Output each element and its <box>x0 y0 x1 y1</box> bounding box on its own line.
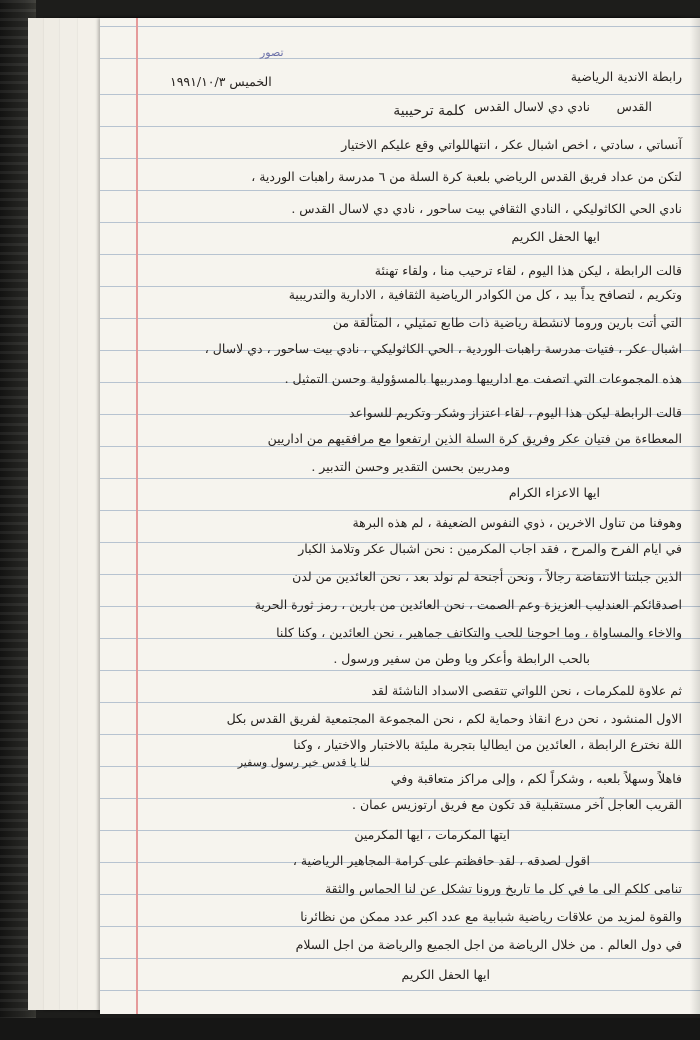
text-line: تنامى كلكم الى ما في كل ما تاريخ ورونا تشكل عن لنا الحماس والثقة <box>324 881 682 896</box>
text-line: قالت الرابطة ليكن هذا اليوم ، لقاء اعتزاز وشكر وتكريم للسواعد <box>349 405 682 420</box>
club-name: نادي دي لاسال القدس <box>474 99 590 114</box>
text-line: بالحب الرابطة وأعكر ويا وطن من سفير ورسول . <box>333 651 590 666</box>
org-name: رابطة الاندية الرياضية <box>570 69 682 84</box>
text-line: القريب العاجل آخر مستقبلية قد تكون مع فريق ارتوزيس عمان . <box>352 797 682 812</box>
text-line: ايتها المكرمات ، ايها المكرمين <box>354 827 510 842</box>
page-shadow <box>690 18 700 1014</box>
text-line: ثم علاوة للمكرمات ، نحن اللواتي تتقصى الاسداد الناشئة لقد <box>371 683 682 698</box>
text-line: نادي الحي الكاثوليكي ، النادي الثقافي بيت ساحور ، نادي دي لاسال القدس . <box>291 201 682 216</box>
text-line: في دول العالم . من خلال الرياضة من اجل الجميع والرياضة من اجل السلام <box>295 937 682 952</box>
text-line: وتكريم ، لتصافح يداً بيد ، كل من الكوادر الرياضية الثقافية ، الادارية والتدريبية <box>288 287 682 302</box>
org-city: القدس <box>616 99 652 114</box>
notebook-page <box>100 18 700 1014</box>
text-line: فاهلاً وسهلاً بلعبه ، وشكراً لكم ، وإلى مراكز متعاقبة وفي <box>390 771 682 786</box>
text-line: قالت الرابطة ، ليكن هذا اليوم ، لقاء ترحيب منا ، ولقاء تهنئة <box>374 263 682 278</box>
text-line: هذه المجموعات التي اتصفت مع ادارييها ومدربيها بالمسؤولية وحسن التمثيل . <box>284 371 682 386</box>
text-line: اللة نخترع الرابطة ، العائدين من ايطاليا بتجربة مليئة بالاختبار والاختيار ، وكنا <box>293 737 682 752</box>
text-line: ايها الحفل الكريم <box>511 229 600 244</box>
text-line: التي أتت بارين وروما لانشطة رياضية ذات طابع تمثيلي ، المتألقة من <box>332 315 682 330</box>
corner-note: تصور <box>260 46 284 59</box>
text-line: والاخاء والمساواة ، وما احوجنا للحب والتكاتف جماهير ، نحن العائدين ، وكنا كلنا <box>276 625 682 640</box>
text-line: ومدربين بحسن التقدير وحسن التدبير . <box>311 459 510 474</box>
date: الخميس ١٩٩١/١٠/٣ <box>170 74 272 89</box>
text-line: اقول لصدقه ، لقد حافظتم على كرامة المجاهير الرياضية ، <box>292 853 590 868</box>
text-line: الاول المنشود ، نحن درع انقاذ وحماية لكم ، نحن المجموعة المجتمعية لفريق القدس بكل <box>226 711 682 726</box>
text-line: اصدقائكم العندليب العزيزة وعم الصمت ، نحن العائدين من بارين ، رمز ثورة الحرية <box>254 597 682 612</box>
text-line: ايها الاعزاء الكرام <box>508 485 600 500</box>
text-line: ايها الحفل الكريم <box>401 967 490 982</box>
text-line: والقوة لمزيد من علاقات رياضية شبابية مع عدد اكبر عدد ممكن من نظائرنا <box>300 909 682 924</box>
margin-line <box>136 18 138 1014</box>
text-line: اشبال عكر ، فتيات مدرسة راهبات الوردية ، الحي الكاثوليكي ، نادي بيت ساحور ، دي لاسال ، <box>204 341 682 356</box>
text-line: الذين جبلتنا الانتفاضة رجالاً ، ونحن أجنحة لم نولد بعد ، نحن العائدين من لدن <box>292 569 682 584</box>
letter-title: كلمة ترحيبية <box>393 103 465 119</box>
bottom-shadow <box>0 1018 700 1040</box>
text-line: وهوفنا من تناول الاخرين ، ذوي النفوس الضعيفة ، لم هذه البرهة <box>352 515 682 530</box>
text-line: آنساتي ، سادتي ، اخص اشبال عكر ، انتهاللواتي وقع عليكم الاختيار <box>341 137 682 152</box>
text-line: المعطاءة من فتيان عكر وفريق كرة السلة الذين ارتفعوا مع مرافقيهم من اداريين <box>267 431 682 446</box>
text-line: في ايام الفرح والمرح ، فقد اجاب المكرمين : نحن اشبال عكر وتلامذ الكبار <box>298 541 682 556</box>
text-line: لتكن من عداد فريق القدس الرياضي بلعبة كرة السلة من ٦ مدرسة راهبات الوردية ، <box>251 169 682 184</box>
text-line-insert: لنا يا قدس خير رسول وسفير <box>237 756 370 769</box>
